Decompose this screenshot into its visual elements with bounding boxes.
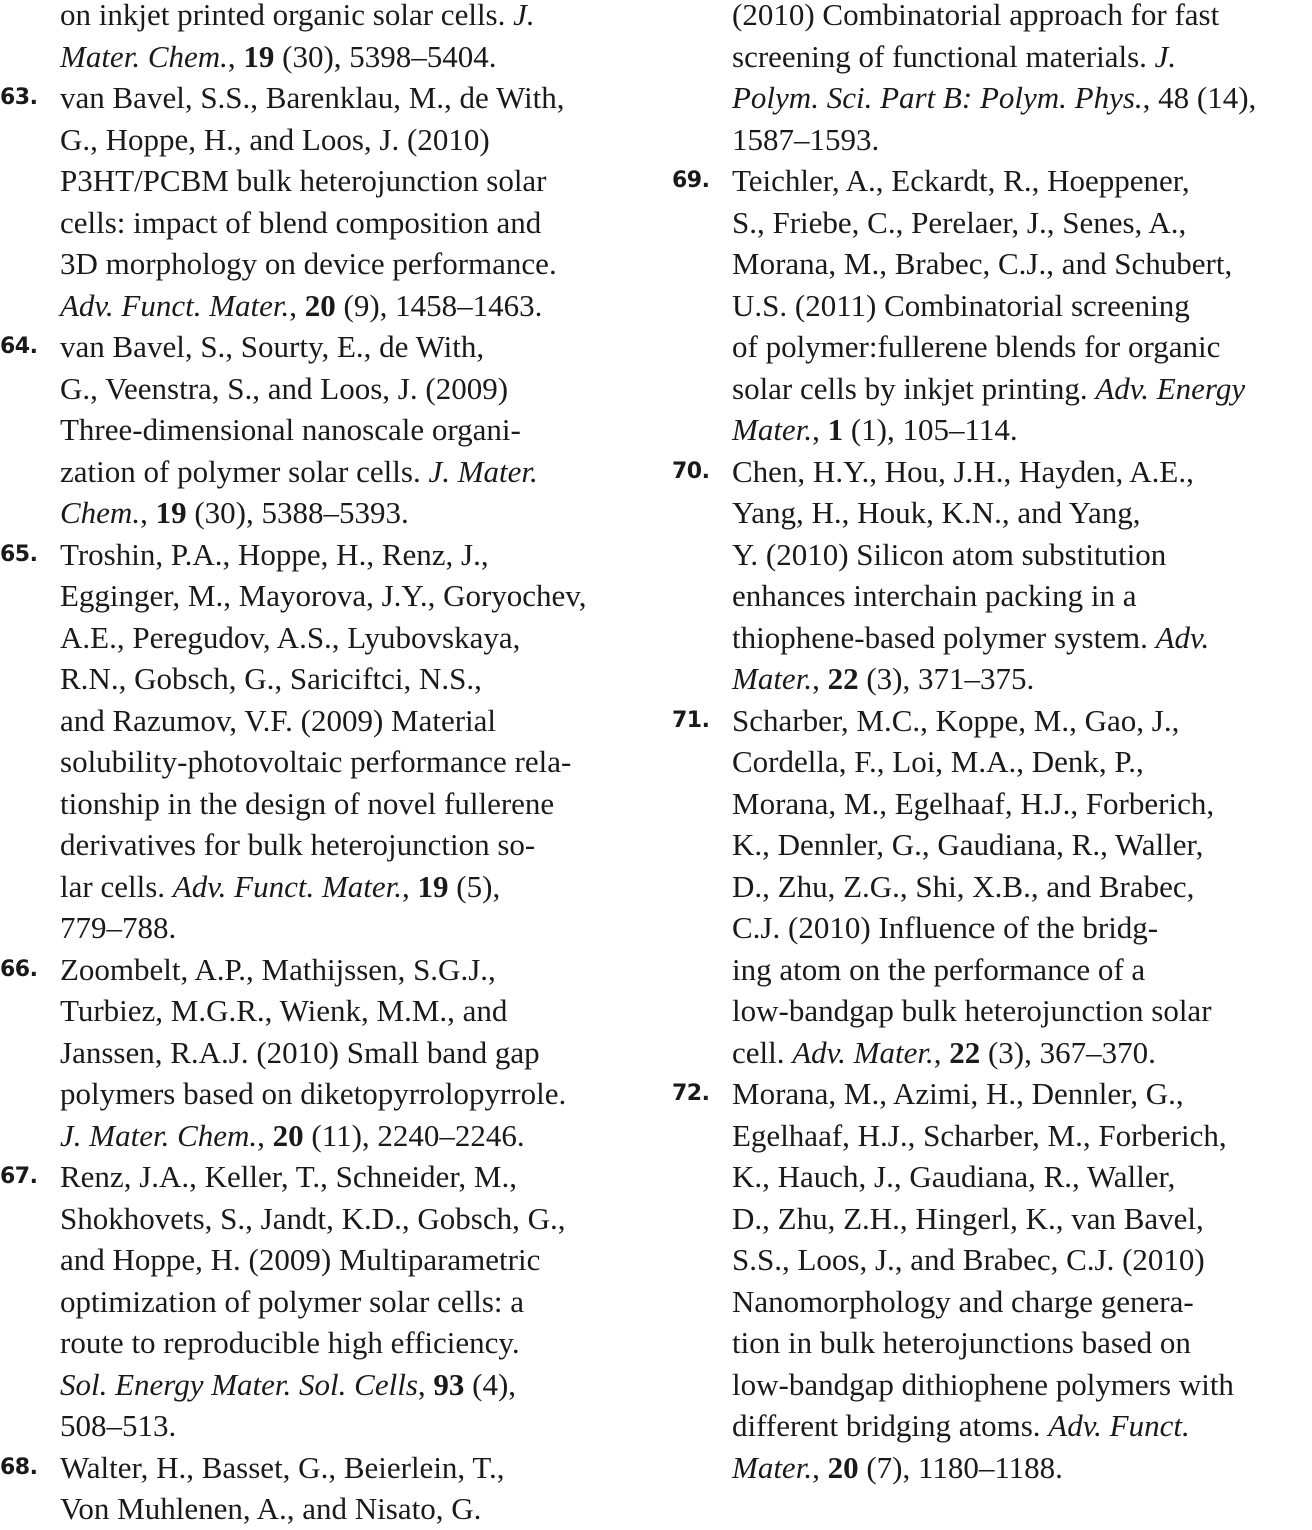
reference-text: (2010) Combinatorial approach for fast xyxy=(732,0,1220,32)
reference-line xyxy=(0,368,660,410)
reference-line xyxy=(0,285,660,327)
reference-line xyxy=(0,783,660,825)
volume-number: 20 xyxy=(304,287,336,323)
reference-line xyxy=(0,1488,660,1530)
reference-line xyxy=(0,1115,660,1157)
reference-text: (9), 1458–1463. xyxy=(335,287,543,323)
reference-entry xyxy=(0,326,660,534)
reference-line xyxy=(0,160,660,202)
reference-line xyxy=(672,409,1312,451)
reference-text: Janssen, R.A.J. (2010) Small band gap xyxy=(60,1034,540,1070)
reference-line xyxy=(0,824,660,866)
reference-line xyxy=(672,285,1312,327)
reference-text: , xyxy=(812,661,828,696)
reference-line xyxy=(0,77,660,119)
reference-entry xyxy=(0,77,660,326)
reference-text: (3), 371–375. xyxy=(858,661,1035,696)
reference-text: of polymer:fullerene blends for organic xyxy=(732,329,1221,364)
reference-line xyxy=(672,326,1312,368)
reference-line xyxy=(672,1115,1312,1157)
journal-name: Chem. xyxy=(60,495,141,530)
journal-name: J. xyxy=(513,0,535,32)
reference-text: G., Hoppe, H., and Loos, J. (2010) xyxy=(60,121,490,157)
reference-text: (4), xyxy=(464,1366,517,1402)
reference-continuation xyxy=(0,0,660,77)
reference-text: Morana, M., Egelhaaf, H.J., Forberich, xyxy=(732,785,1215,821)
reference-text: low-bandgap dithiophene polymers with xyxy=(732,1366,1234,1402)
volume-number: 19 xyxy=(417,868,449,904)
reference-text: (7), 1180–1188. xyxy=(858,1449,1063,1485)
reference-line xyxy=(672,1156,1312,1198)
reference-line xyxy=(0,741,660,783)
reference-text: D., Zhu, Z.H., Hingerl, K., van Bavel, xyxy=(732,1200,1204,1236)
reference-line xyxy=(672,1364,1312,1406)
reference-number: 64. xyxy=(0,334,38,359)
reference-text: Morana, M., Brabec, C.J., and Schubert, xyxy=(732,246,1233,281)
reference-text: Walter, H., Basset, G., Beierlein, T., xyxy=(60,1449,505,1485)
reference-line xyxy=(672,368,1312,410)
volume-number: 20 xyxy=(272,1117,304,1153)
reference-line xyxy=(0,949,660,991)
reference-line xyxy=(672,202,1312,244)
reference-text: ing atom on the performance of a xyxy=(732,951,1146,987)
reference-text: , xyxy=(933,1034,950,1070)
reference-text: and Hoppe, H. (2009) Multiparametric xyxy=(60,1242,541,1277)
journal-name: J. Mater. Chem. xyxy=(60,1117,258,1153)
reference-line xyxy=(672,119,1312,161)
journal-name: Adv. Mater. xyxy=(792,1034,934,1070)
reference-text: Teichler, A., Eckardt, R., Hoeppener, xyxy=(732,163,1190,198)
reference-text: Von Muhlenen, A., and Nisato, G. xyxy=(60,1491,482,1526)
reference-text: , xyxy=(140,495,156,530)
reference-text: G., Veenstra, S., and Loos, J. (2009) xyxy=(60,370,509,406)
journal-name: Adv. Funct. Mater. xyxy=(60,287,290,323)
reference-line xyxy=(672,866,1312,908)
reference-text: Scharber, M.C., Koppe, M., Gao, J., xyxy=(732,702,1180,738)
reference-line xyxy=(672,1405,1312,1447)
reference-text: and Razumov, V.F. (2009) Material xyxy=(60,702,497,738)
reference-number: 69. xyxy=(672,168,710,193)
journal-name: Mater. xyxy=(732,661,813,696)
reference-text: Nanomorphology and charge genera- xyxy=(732,1283,1194,1319)
reference-text: Morana, M., Azimi, H., Dennler, G., xyxy=(732,1076,1184,1111)
reference-text: Zoombelt, A.P., Mathijssen, S.G.J., xyxy=(60,951,496,987)
reference-entry xyxy=(672,1073,1312,1488)
volume-number: 93 xyxy=(433,1366,465,1402)
reference-line xyxy=(672,949,1312,991)
reference-entry xyxy=(0,1156,660,1447)
reference-text: Egelhaaf, H.J., Scharber, M., Forberich, xyxy=(732,1117,1227,1153)
reference-text: Yang, H., Houk, K.N., and Yang, xyxy=(732,495,1141,530)
reference-text: van Bavel, S.S., Barenklau, M., de With, xyxy=(60,80,565,115)
reference-text: S., Friebe, C., Perelaer, J., Senes, A., xyxy=(732,204,1187,240)
reference-line xyxy=(0,0,660,36)
reference-line xyxy=(0,1032,660,1074)
journal-name: Polym. Sci. Part B: Polym. Phys. xyxy=(732,80,1143,115)
volume-number: 20 xyxy=(827,1449,859,1485)
reference-line xyxy=(0,658,660,700)
reference-text: (3), 367–370. xyxy=(980,1034,1156,1070)
journal-name: Mater. xyxy=(732,412,813,447)
reference-number: 70. xyxy=(672,458,710,484)
reference-text: Three-dimensional nanoscale organi- xyxy=(60,412,521,447)
reference-text: , xyxy=(289,287,305,323)
reference-line xyxy=(672,575,1312,617)
reference-text: R.N., Gobsch, G., Sariciftci, N.S., xyxy=(60,661,482,696)
reference-line xyxy=(0,534,660,576)
reference-text: Y. (2010) Silicon atom substitution xyxy=(732,536,1167,572)
reference-line xyxy=(0,1447,660,1489)
journal-name: Adv. Funct. Mater. xyxy=(172,868,403,904)
reference-line xyxy=(672,824,1312,866)
reference-text: , xyxy=(402,868,418,904)
reference-line xyxy=(0,326,660,368)
volume-number: 22 xyxy=(827,661,859,696)
volume-number: 19 xyxy=(155,495,187,530)
reference-line xyxy=(672,700,1312,742)
reference-line xyxy=(0,617,660,659)
reference-text: (1), 105–114. xyxy=(843,412,1018,447)
reference-text: 1587–1593. xyxy=(732,121,880,157)
journal-name: Adv. Funct. xyxy=(1048,1408,1190,1443)
reference-line xyxy=(672,243,1312,285)
reference-text: cells: impact of blend composition and xyxy=(60,204,542,240)
reference-text: low-bandgap bulk heterojunction solar xyxy=(732,993,1212,1028)
reference-line xyxy=(672,783,1312,825)
reference-line xyxy=(0,907,660,949)
reference-line xyxy=(672,990,1312,1032)
reference-line xyxy=(672,492,1312,534)
reference-line xyxy=(0,1073,660,1115)
journal-name: Adv. Energy xyxy=(1095,370,1246,406)
reference-line xyxy=(0,202,660,244)
reference-text: , xyxy=(257,1117,273,1153)
reference-text: Egginger, M., Mayorova, J.Y., Goryochev, xyxy=(60,578,587,613)
reference-line xyxy=(672,1322,1312,1364)
reference-text: Troshin, P.A., Hoppe, H., Renz, J., xyxy=(60,536,489,572)
reference-line xyxy=(0,1239,660,1281)
volume-number: 19 xyxy=(243,38,275,74)
reference-line xyxy=(0,700,660,742)
journal-name: Mater. xyxy=(732,1449,813,1485)
reference-text: tion in bulk heterojunctions based on xyxy=(732,1325,1191,1360)
reference-number: 71. xyxy=(672,707,710,733)
reference-line xyxy=(0,1198,660,1240)
reference-line xyxy=(0,575,660,617)
reference-text: 48 (14), xyxy=(1158,80,1257,115)
reference-number: 65. xyxy=(0,541,38,567)
reference-number: 68. xyxy=(0,1454,38,1480)
reference-line xyxy=(672,534,1312,576)
reference-line xyxy=(0,1364,660,1406)
journal-name: J. xyxy=(1154,38,1177,74)
reference-entry xyxy=(0,949,660,1157)
reference-text: C.J. (2010) Influence of the bridg- xyxy=(732,910,1159,945)
reference-text: K., Hauch, J., Gaudiana, R., Waller, xyxy=(732,1159,1176,1194)
journal-name: Sol. Energy Mater. Sol. Cells xyxy=(60,1366,418,1402)
reference-text: , xyxy=(227,38,244,74)
reference-text: on inkjet printed organic solar cells. xyxy=(60,0,514,32)
reference-text: thiophene-based polymer system. xyxy=(732,619,1156,655)
reference-entry xyxy=(0,534,660,949)
reference-continuation xyxy=(672,0,1312,160)
reference-text: Turbiez, M.G.R., Wienk, M.M., and xyxy=(60,993,508,1028)
reference-text: (5), xyxy=(448,868,501,904)
reference-text: enhances interchain packing in a xyxy=(732,578,1137,613)
reference-line xyxy=(672,1239,1312,1281)
reference-text: D., Zhu, Z.G., Shi, X.B., and Brabec, xyxy=(732,868,1195,904)
journal-name: J. Mater. xyxy=(428,453,538,489)
reference-line xyxy=(672,77,1312,119)
reference-text: U.S. (2011) Combinatorial screening xyxy=(732,287,1190,323)
volume-number: 22 xyxy=(949,1034,981,1070)
reference-line xyxy=(0,990,660,1032)
reference-text: Chen, H.Y., Hou, J.H., Hayden, A.E., xyxy=(732,453,1194,489)
reference-line xyxy=(0,866,660,908)
reference-line xyxy=(672,617,1312,659)
reference-line xyxy=(0,119,660,161)
reference-text: zation of polymer solar cells. xyxy=(60,453,429,489)
reference-text: van Bavel, S., Sourty, E., de With, xyxy=(60,329,485,364)
reference-text: different bridging atoms. xyxy=(732,1408,1049,1443)
reference-line xyxy=(672,1447,1312,1489)
reference-number: 72. xyxy=(672,1081,710,1106)
volume-number: 1 xyxy=(827,412,844,447)
reference-line xyxy=(672,1281,1312,1323)
reference-text: P3HT/PCBM bulk heterojunction solar xyxy=(60,163,547,198)
reference-text: optimization of polymer solar cells: a xyxy=(60,1283,525,1319)
reference-line xyxy=(672,1073,1312,1115)
reference-text: lar cells. xyxy=(60,868,173,904)
reference-entry xyxy=(672,700,1312,1074)
reference-text: cell. xyxy=(732,1034,793,1070)
reference-text: A.E., Peregudov, A.S., Lyubovskaya, xyxy=(60,619,521,655)
reference-text: tionship in the design of novel fullerene xyxy=(60,785,555,821)
reference-line xyxy=(672,0,1312,36)
reference-number: 63. xyxy=(0,85,38,110)
reference-text: solubility-photovoltaic performance rela- xyxy=(60,744,572,779)
reference-entry xyxy=(672,451,1312,700)
reference-text: polymers based on diketopyrrolopyrrole. xyxy=(60,1076,567,1111)
reference-text: S.S., Loos, J., and Brabec, C.J. (2010) xyxy=(732,1242,1205,1277)
reference-text: solar cells by inkjet printing. xyxy=(732,370,1096,406)
reference-text: screening of functional materials. xyxy=(732,38,1155,74)
reference-line xyxy=(672,658,1312,700)
reference-text: , xyxy=(417,1366,434,1402)
reference-text: , xyxy=(812,412,828,447)
reference-line xyxy=(672,741,1312,783)
reference-line xyxy=(672,160,1312,202)
reference-text: 779–788. xyxy=(60,910,177,945)
reference-text: , xyxy=(812,1449,828,1485)
reference-text: Renz, J.A., Keller, T., Schneider, M., xyxy=(60,1159,517,1194)
reference-line xyxy=(0,1405,660,1447)
reference-number: 66. xyxy=(0,956,38,982)
reference-line xyxy=(0,409,660,451)
reference-text: K., Dennler, G., Gaudiana, R., Waller, xyxy=(732,827,1204,862)
journal-name: Adv. xyxy=(1155,619,1210,655)
reference-text: 3D morphology on device performance. xyxy=(60,246,557,281)
reference-line xyxy=(0,492,660,534)
reference-line xyxy=(0,1322,660,1364)
reference-line xyxy=(672,36,1312,78)
reference-text: 508–513. xyxy=(60,1408,177,1443)
reference-line xyxy=(0,1281,660,1323)
journal-name: Mater. Chem. xyxy=(60,38,228,74)
reference-line xyxy=(0,451,660,493)
reference-text: (30), 5398–5404. xyxy=(274,38,497,74)
reference-number: 67. xyxy=(0,1164,38,1189)
reference-line xyxy=(672,451,1312,493)
reference-line xyxy=(0,1156,660,1198)
reference-line xyxy=(0,36,660,78)
reference-text: Shokhovets, S., Jandt, K.D., Gobsch, G., xyxy=(60,1200,566,1236)
reference-text: (30), 5388–5393. xyxy=(186,495,409,530)
reference-line xyxy=(672,1198,1312,1240)
reference-entry xyxy=(0,1447,660,1530)
reference-text: , xyxy=(1142,80,1159,115)
reference-text: route to reproducible high efficiency. xyxy=(60,1325,520,1360)
reference-text: derivatives for bulk heterojunction so- xyxy=(60,827,536,862)
reference-text: (11), 2240–2246. xyxy=(303,1117,525,1153)
reference-line xyxy=(0,243,660,285)
reference-line xyxy=(672,1032,1312,1074)
reference-entry xyxy=(672,160,1312,451)
reference-line xyxy=(672,907,1312,949)
reference-text: Cordella, F., Loi, M.A., Denk, P., xyxy=(732,744,1144,779)
